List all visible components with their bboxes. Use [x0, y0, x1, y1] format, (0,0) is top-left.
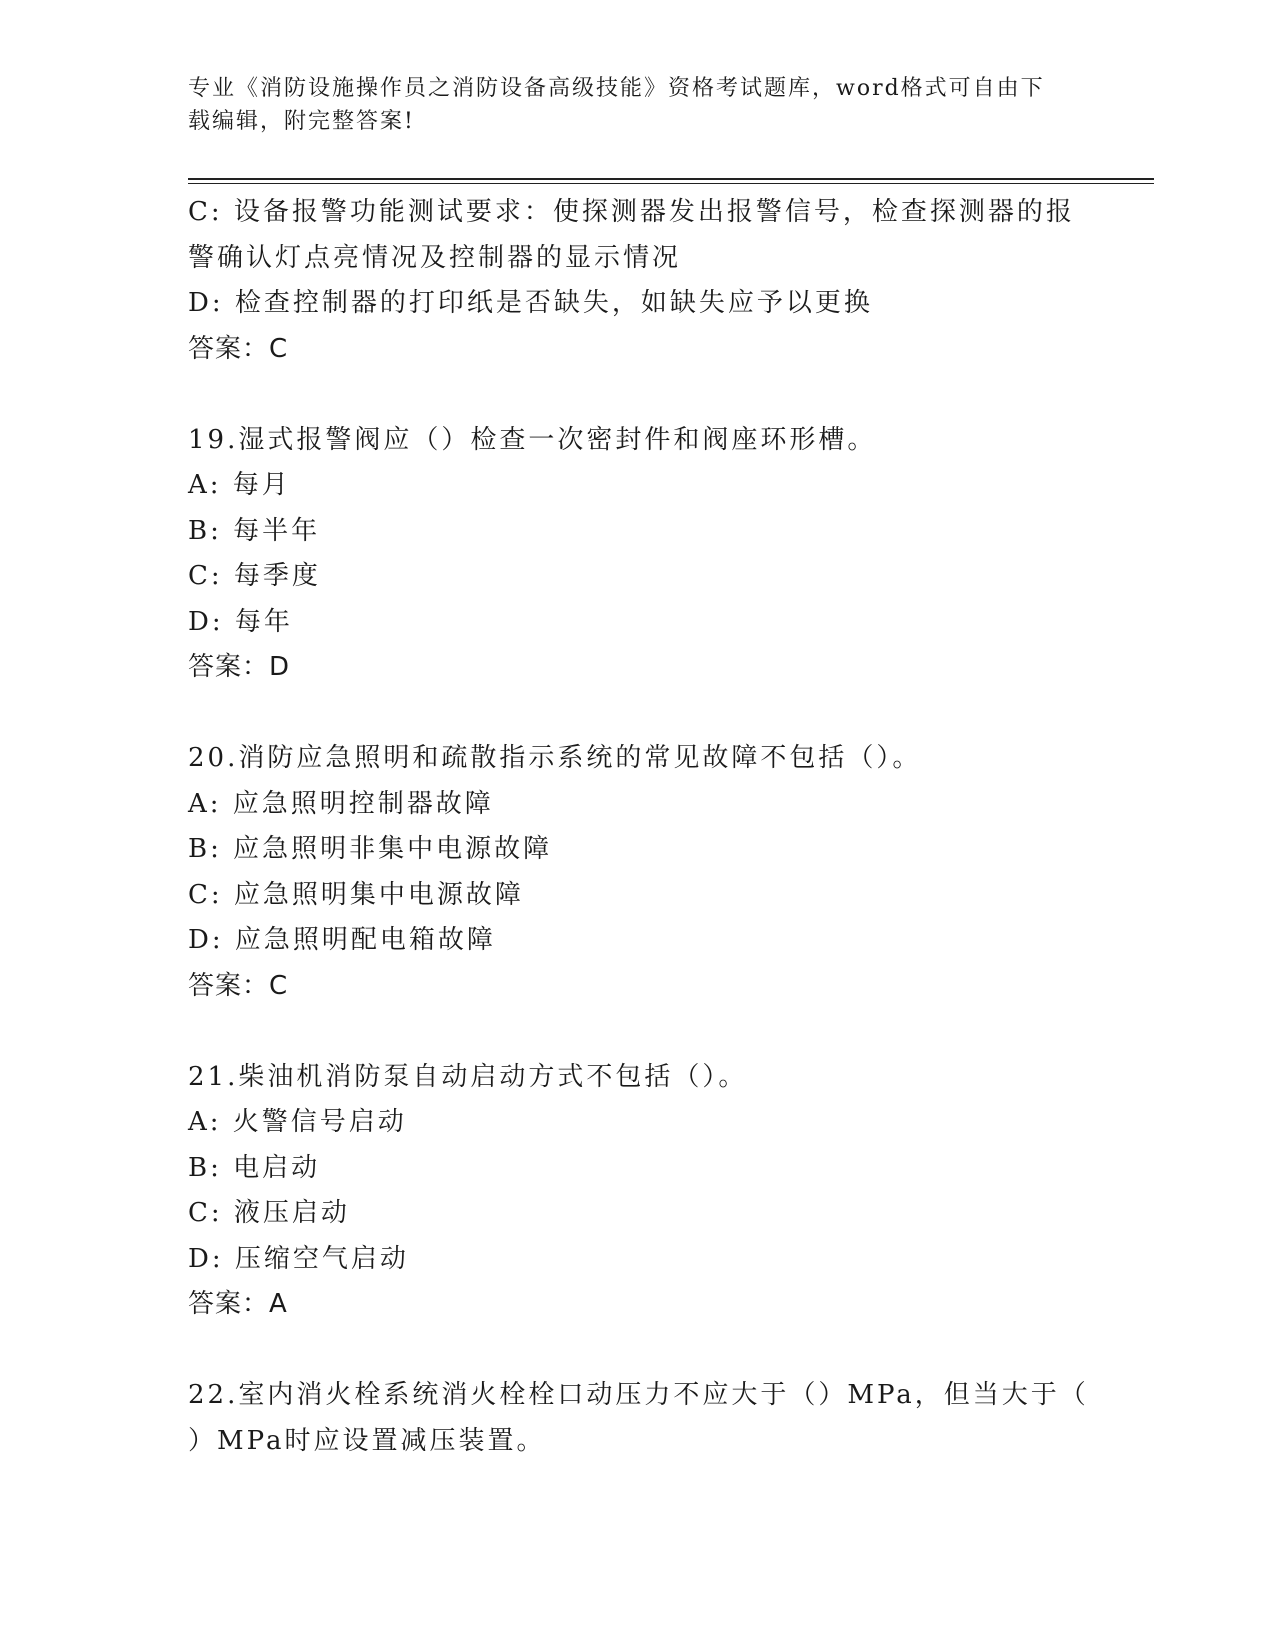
option-b: B: 每半年: [188, 515, 321, 546]
prev-question-block: [188, 190, 1088, 372]
question-block-22: [188, 1373, 1088, 1464]
answer-line: 答案：C: [188, 970, 289, 1001]
option-d: D: 压缩空气启动: [188, 1243, 409, 1274]
question-stem: 21.柴油机消防泵自动启动方式不包括（）。: [188, 1061, 748, 1092]
option-d: D: 检查控制器的打印纸是否缺失，如缺失应予以更换: [188, 288, 873, 318]
option-c: C: 每季度: [188, 561, 321, 591]
spacer: [188, 691, 1088, 737]
answer-line: 答案：A: [188, 1289, 288, 1319]
question-block-21: [188, 1055, 1088, 1328]
option-a: A: 火警信号启动: [188, 1107, 407, 1137]
option-b: B: 电启动: [188, 1152, 321, 1183]
option-c: C: 设备报警功能测试要求：使探测器发出报警信号，检查探测器的报: [188, 197, 1075, 227]
header-line-2: 载编辑，附完整答案!: [188, 109, 415, 134]
header-rule-thin: [188, 183, 1154, 184]
question-stem: 20.消防应急照明和疏散指示系统的常见故障不包括（）。: [188, 743, 922, 773]
spacer: [188, 1009, 1088, 1055]
question-block-20: [188, 736, 1088, 1009]
document-header: [188, 72, 1068, 138]
question-stem: 22.室内消火栓系统消火栓栓口动压力不应大于（）MPa，但当大于（: [188, 1380, 1089, 1410]
question-block-19: [188, 418, 1088, 691]
option-c: C: 应急照明集中电源故障: [188, 879, 524, 910]
question-stem-continued: ）MPa时应设置减压装置。: [188, 1425, 546, 1456]
spacer: [188, 372, 1088, 418]
header-line-1: 专业《消防设施操作员之消防设备高级技能》资格考试题库，word格式可自由下: [188, 76, 1045, 101]
option-d: D: 每年: [188, 606, 293, 637]
option-d: D: 应急照明配电箱故障: [188, 925, 496, 955]
option-a: A: 应急照明控制器故障: [188, 788, 494, 819]
spacer: [188, 1328, 1088, 1374]
option-c-continued: 警确认灯点亮情况及控制器的显示情况: [188, 242, 682, 273]
question-body: [188, 190, 1088, 1464]
question-stem: 19.湿式报警阀应（）检查一次密封件和阀座环形槽。: [188, 424, 877, 455]
option-a: A: 每月: [188, 470, 291, 500]
answer-line: 答案：D: [188, 652, 291, 682]
answer-line: 答案：C: [188, 333, 289, 364]
option-c: C: 液压启动: [188, 1198, 350, 1228]
option-b: B: 应急照明非集中电源故障: [188, 834, 553, 864]
header-rule-thick: [188, 178, 1154, 180]
